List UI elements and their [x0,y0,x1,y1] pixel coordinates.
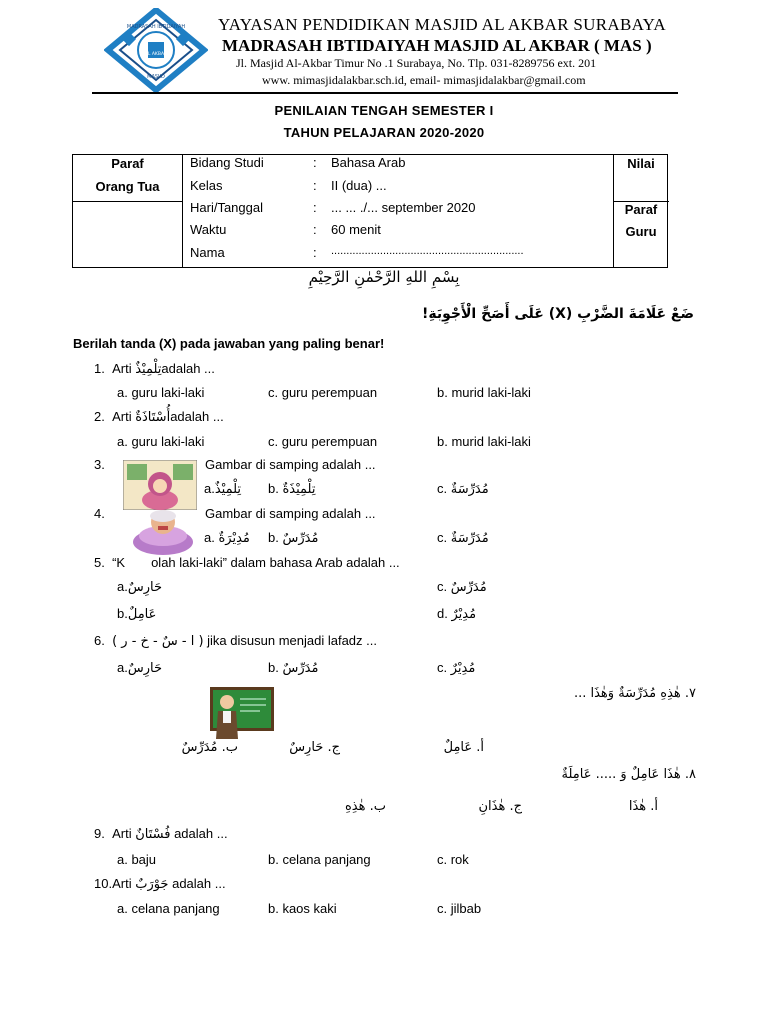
answer-option[interactable]: c. مُدَرِّسٌ [437,579,487,595]
answer-option[interactable]: c. مُدِيْرٌ [437,660,476,676]
question-10: 10.Arti جَوْرَبٌ adalah ... [94,876,226,892]
answer-option[interactable]: b. celana panjang [268,852,371,867]
field-value: Bahasa Arab [331,155,406,170]
academic-year: TAHUN PELAJARAN 2020-2020 [283,125,485,140]
answer-option[interactable]: a. مُدِيْرَةٌ [204,530,250,546]
answer-option[interactable]: ب. هٰذِهِ [345,799,386,814]
answer-option[interactable]: b.عَامِلٌ [117,606,157,622]
field-sep: : [313,178,317,193]
instruction-indonesian: Berilah tanda (X) pada jawaban yang paling benar! [73,336,385,351]
answer-option[interactable]: أ. هٰذَا [628,799,658,814]
basmalah: بِسْمِ اللهِ الرَّحْمٰنِ الرَّحِيْمِ [308,268,460,286]
answer-option[interactable]: b. مُدَرِّسٌ [268,660,319,676]
answer-option[interactable]: c. rok [437,852,469,867]
question-6: 6. ( ا - سٌ - خ - ر ) jika disusun menjadi lafadz ... [94,633,377,649]
teacher-woman-image [128,504,198,556]
field-sep: : [313,222,317,237]
answer-option[interactable]: ب. مُدَرِّسٌ [181,740,238,755]
logo-text: MASJID [147,74,165,80]
answer-option[interactable]: a.تِلْمِيْذٌ [204,481,242,497]
school-logo [104,8,208,92]
arabic-word: أُسْتَاذَةٌ [135,410,171,425]
answer-option[interactable]: a.حَارِسٌ [117,660,162,676]
question-7-text: ٧. هٰذِهِ مُدَرِّسَةٌ وَهٰذَا ... [573,686,696,701]
logo-text: AL AKBAR [144,52,168,57]
answer-option[interactable]: c. مُدَرِّسَةٌ [437,530,489,546]
question-5: 5. “K olah laki-laki” dalam bahasa Arab adalah ... [94,555,400,570]
field-value: 60 menit [331,222,381,237]
field-sep: : [313,200,317,215]
answer-option[interactable]: c. jilbab [437,901,482,916]
instruction-arabic: ضَعْ عَلَامَةَ الضَّرْبِ (X) عَلَى أَصَحِّ الْأَجْوِبَةِ! [422,306,694,322]
question-1: 1. Arti تِلْمِيْذٌadalah ... [94,361,215,377]
student-girl-image [123,460,197,510]
field-value: II (dua) ... [331,178,387,193]
answer-option[interactable]: b. kaos kaki [268,901,337,916]
foundation-name: YAYASAN PENDIDIKAN MASJID AL AKBAR SURABAYA [218,15,666,34]
question-2: 2. Arti أُسْتَاذَةٌadalah ... [94,409,224,425]
answer-option[interactable]: a. baju [117,852,157,867]
field-value: ... ... ./... september 2020 [331,200,476,215]
logo-text: MADRASAH IBTIDAIYAH [126,24,186,30]
question-4-text: Gambar di samping adalah ... [205,506,376,521]
answer-option[interactable]: b. murid laki-laki [437,434,531,449]
exam-title: PENILAIAN TENGAH SEMESTER I [274,103,494,118]
answer-option[interactable]: b. murid laki-laki [437,385,531,400]
answer-option[interactable]: c. مُدَرِّسَةٌ [437,481,489,497]
paraf-label: Paraf [111,156,144,171]
question-number: 4. [94,506,105,521]
field-label: Nama [190,245,225,260]
orang-tua-label: Orang Tua [95,179,160,194]
paraf-label: Paraf [624,202,658,217]
field-label: Kelas [190,178,223,193]
answer-option[interactable]: b. تِلْمِيْذَةٌ [268,481,316,497]
field-sep: : [313,155,317,170]
student-info-table [72,154,668,268]
nilai-label: Nilai [627,156,655,171]
arabic-word: فُسْتَانٌ [135,827,171,842]
field-sep: : [313,245,317,260]
name-field[interactable]: ............................................................... [331,245,524,257]
answer-option[interactable]: a. celana panjang [117,901,220,916]
answer-option[interactable]: b. مُدَرِّسٌ [268,530,319,546]
header-divider [92,92,678,94]
answer-option[interactable]: ج. هٰذَانِ [478,799,522,814]
answer-option[interactable]: a. guru laki-laki [117,385,205,400]
answer-option[interactable]: a. guru laki-laki [117,434,205,449]
school-address: Jl. Masjid Al-Akbar Timur No .1 Surabaya, No. Tlp. 031-8289756 ext. 201 [236,56,597,70]
teacher-blackboard-image [210,687,274,739]
question-3-text: Gambar di samping adalah ... [205,457,376,472]
answer-option[interactable]: a.حَارِسٌ [117,579,162,595]
answer-option[interactable]: c. guru perempuan [268,385,378,400]
arabic-word: جَوْرَبٌ [135,877,169,892]
answer-option[interactable]: c. guru perempuan [268,434,378,449]
field-label: Hari/Tanggal [190,200,263,215]
question-9: 9. Arti فُسْتَانٌ adalah ... [94,826,228,842]
field-label: Bidang Studi [190,155,264,170]
guru-label: Guru [625,224,657,239]
answer-option[interactable]: أ. عَامِلٌ [443,740,484,755]
question-8-text: ٨. هٰذَا عَامِلٌ وَ ..... عَامِلَةٌ [561,767,696,782]
school-name: MADRASAH IBTIDAIYAH MASJID AL AKBAR ( MAS ) [222,36,652,55]
question-number: 3. [94,457,105,472]
field-label: Waktu [190,222,227,237]
answer-option[interactable]: ج. حَارِسٌ [289,740,340,755]
arabic-word: تِلْمِيْذٌ [135,362,162,377]
school-contact: www. mimasjidalakbar.sch.id, email- mimasjidalakbar@gmail.com [262,73,586,87]
answer-option[interactable]: d. مُدِيْرٌ [437,606,477,622]
